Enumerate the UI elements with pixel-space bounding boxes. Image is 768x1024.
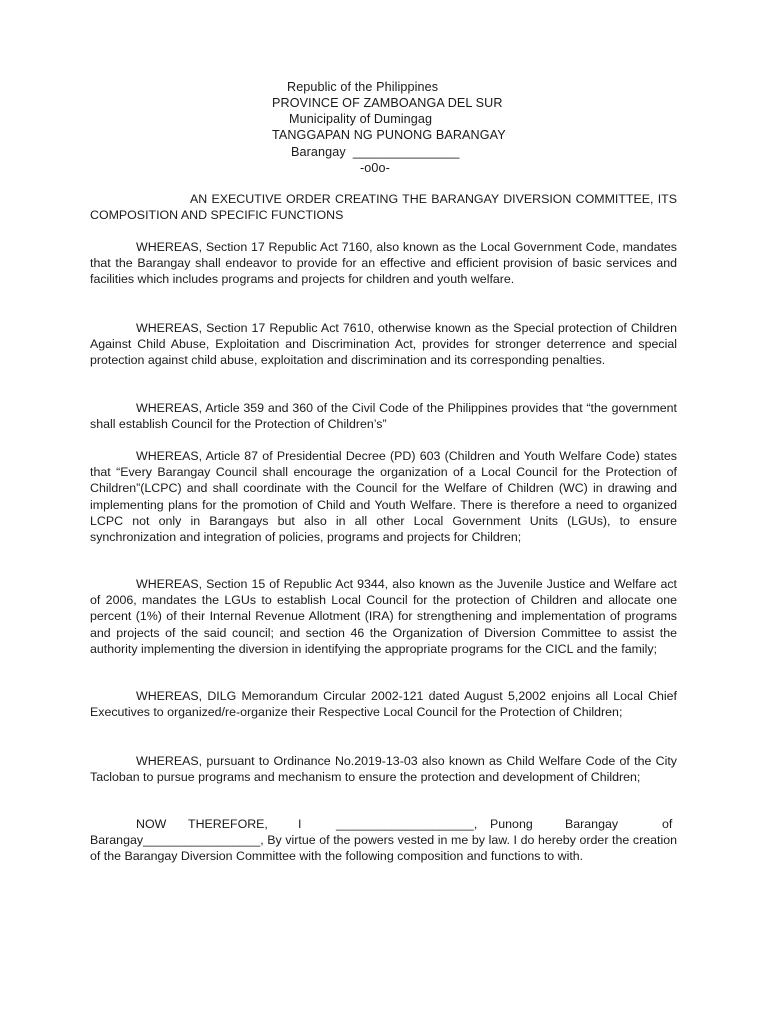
closing-word-now: NOW	[136, 817, 167, 831]
closing-word-therefore: THEREFORE,	[188, 817, 268, 831]
header-barangay-blank: Barangay _______________	[291, 145, 460, 159]
whereas-paragraph-6: WHEREAS, DILG Memorandum Circular 2002-121 dated August 5,2002 enjoins all Local Chief Executives to organized/re-organize their Respective Local Council for the Protection of Children;	[90, 689, 677, 720]
header-province: PROVINCE OF ZAMBOANGA DEL SUR	[272, 96, 503, 110]
whereas-paragraph-5: WHEREAS, Section 15 of Republic Act 9344, also known as the Juvenile Justice and Welfare act of 2006, mandates the LGUs to establish Local Council for the protection of Children and allocate one percent (1%) of their Internal Revenue Allotment (IRA) for strengthening and implementation of programs and projects of the said council; and section 46 the Organization of Diversion Committee to assist the authority implementing the diversion in identifying the appropriate programs for the CICL and the family;	[90, 577, 677, 656]
header-municipality: Municipality of Dumingag	[289, 112, 433, 126]
closing-body: Barangay_________________, By virtue of the powers vested in me by law. I do hereby order the creation of the Barangay Diversion Committee with the following composition and functions to with.	[90, 833, 677, 864]
whereas-paragraph-3: WHEREAS, Article 359 and 360 of the Civil Code of the Philippines provides that “the government shall establish Council for the Protection of Children’s”	[90, 401, 677, 432]
document-title: AN EXECUTIVE ORDER CREATING THE BARANGAY DIVERSION COMMITTEE, ITS COMPOSITION AND SPECIFIC FUNCTIONS	[90, 192, 677, 223]
whereas-paragraph-7: WHEREAS, pursuant to Ordinance No.2019-13-03 also known as Child Welfare Code of the City Tacloban to pursue programs and mechanism to ensure the protection and development of Children;	[90, 754, 677, 785]
closing-paragraph	[90, 816, 677, 886]
whereas-paragraph-4: WHEREAS, Article 87 of Presidential Decree (PD) 603 (Children and Youth Welfare Code) states that “Every Barangay Council shall encourage the organization of a Local Council for the Protection of Children”(LCPC) and shall coordinate with the Council for the Welfare of Children (WC) in drawing and implementing plans for the promotion of Child and Youth Welfare. There is therefore a need to organized LCPC not only in Barangays but also in all other Local Government Units (LGUs), to ensure synchronization and integration of policies, programs and projects for Children;	[90, 449, 677, 545]
closing-word-barangay: Barangay	[565, 817, 619, 831]
header-separator: -o0o-	[360, 161, 390, 175]
header-office: TANGGAPAN NG PUNONG BARANGAY	[272, 128, 506, 142]
closing-word-of: of	[662, 817, 673, 831]
closing-name-blank: ____________________,	[336, 817, 478, 831]
whereas-paragraph-2: WHEREAS, Section 17 Republic Act 7610, otherwise known as the Special protection of Children Against Child Abuse, Exploitation and Discrimination Act, provides for stronger deterrence and special protection against child abuse, exploitation and discrimination and its corresponding penalties.	[90, 321, 677, 368]
whereas-paragraph-1: WHEREAS, Section 17 Republic Act 7160, also known as the Local Government Code, mandates that the Barangay shall endeavor to provide for an effective and efficient provision of basic services and facilities which includes programs and projects for children and youth welfare.	[90, 240, 677, 287]
closing-word-punong: Punong	[490, 817, 533, 831]
closing-word-i: I	[298, 817, 302, 831]
header-republic: Republic of the Philippines	[287, 80, 439, 94]
